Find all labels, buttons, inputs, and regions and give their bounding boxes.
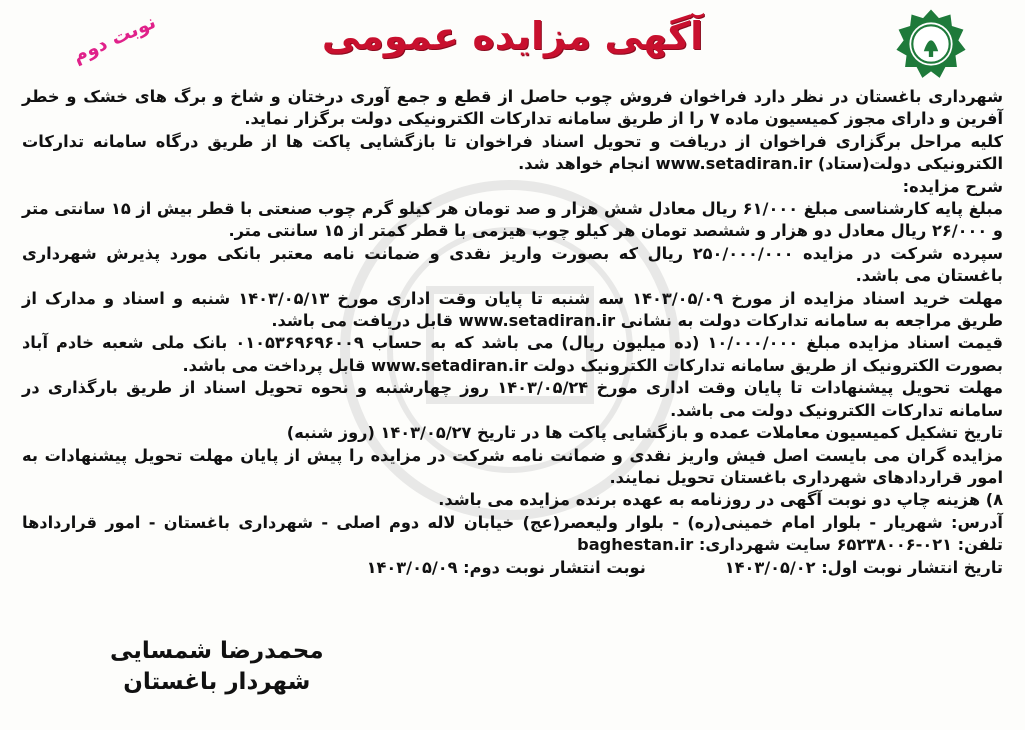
cost-note-paragraph: ۸) هزینه چاپ دو نوبت آگهی در روزنامه به عهده برنده مزایده می باشد.	[438, 490, 1003, 510]
notice-title: آگهی مزایده عمومی	[321, 14, 704, 58]
signatory-name: محمدرضا شمسایی	[110, 638, 324, 664]
stages-website-link[interactable]: www.setadiran.ir	[655, 154, 813, 174]
signatory-role: شهردار باغستان	[123, 669, 311, 695]
notice-body	[18, 86, 1007, 579]
notice-header	[18, 0, 1007, 86]
publish-first-date: تاریخ انتشار نوبت اول: ۱۴۰۳/۰۵/۰۲	[724, 557, 1003, 577]
base-price-paragraph: مبلغ پایه کارشناسی مبلغ ۶۱/۰۰۰ ریال معادل شش هزار و صد تومان هر کیلو گرم چوب صنعتی با قطر بیش از ۱۵ سانتی متر و ۲۶/۰۰۰ ریال معادل دو هزار و ششصد تومان هر کیلو چوب هیزمی با قطر کمتر از ۱۵ سانتی متر.	[21, 199, 1003, 241]
purchase-deadline-paragraph	[22, 288, 1003, 333]
publish-second-date: نوبت انتشار نوبت دوم: ۱۴۰۳/۰۵/۰۹	[366, 557, 646, 577]
doc-price-text-end: قابل پرداخت می باشد.	[182, 355, 366, 375]
address-paragraph	[22, 512, 1003, 557]
stages-text-end: انجام خواهد شد.	[518, 154, 651, 174]
doc-price-paragraph	[22, 332, 1003, 377]
purchase-website-link[interactable]: www.setadiran.ir	[458, 311, 616, 331]
municipality-emblem-icon	[895, 8, 967, 80]
signature-block	[110, 636, 324, 698]
deposit-paragraph: سپرده شرکت در مزایده ۲۵۰/۰۰۰/۰۰۰ ریال که بصورت واریز نقدی و ضمانت نامه معتبر بانکی مورد پذیرش شهرداری باغستان می باشد.	[22, 243, 1004, 286]
address-text: آدرس: شهریار - بلوار امام خمینی(ره) - بلوار ولیعصر(عج) خیابان لاله دوم اصلی - شهرداری باغستان - امور قراردادها تلفن: ۰۲۱-۶۵۲۳۸۰۰۶ سایت شهرداری:	[22, 512, 1003, 555]
purchase-deadline-text: مهلت خرید اسناد مزایده از مورخ ۱۴۰۳/۰۵/۰۹ سه شنبه تا پایان وقت اداری مورخ ۱۴۰۳/۰۵/۱۳ شنبه و اسناد و مدارک از طریق مراجعه به سامانه تدارکات دولت به نشانی	[22, 288, 1003, 331]
receipt-note-paragraph: مزایده گران می بایست اصل فیش واریز نقدی و ضمانت نامه شرکت در مزایده را پیش از پایان مهلت تحویل پیشنهادات به امور قراردادهای شهرداری باغستان تحویل نمایند.	[22, 445, 1003, 487]
stages-text: کلیه مراحل برگزاری فراخوان از دریافت و تحویل اسناد فراخوان تا بازگشایی پاکت ها از طریق درگاه سامانه تدارکات الکترونیکی دولت(ستاد)	[22, 131, 1003, 174]
round-badge: نوبت دوم	[69, 10, 160, 68]
doc-price-text: قیمت اسناد مزایده مبلغ ۱۰/۰۰۰/۰۰۰ (ده میلیون ریال) می باشد که به حساب ۰۱۰۵۳۶۹۶۹۶۰۰۹ بانک ملی شعبه خادم آباد بصورت الکترونیک از طریق سامانه تدارکات الکترونیک دولت	[22, 333, 1003, 375]
stages-paragraph	[22, 131, 1003, 176]
publish-dates	[22, 557, 1003, 579]
proposal-deadline-paragraph: مهلت تحویل پیشنهادات تا پایان وقت اداری مورخ ۱۴۰۳/۰۵/۲۴ روز چهارشنبه و نحوه تحویل اسناد از طریق بارگذاری در سامانه تدارکات الکترونیک دولت می باشد.	[22, 378, 1003, 420]
municipality-website-link[interactable]: baghestan.ir	[577, 535, 694, 555]
intro-paragraph: شهرداری باغستان در نظر دارد فراخوان فروش چوب حاصل از قطع و جمع آوری درختان و شاخ و برگ های خشک و خطر آفرین و دارای مجوز کمیسیون ماده ۷ را از طریق سامانه تدارکات الکترونیکی دولت برگزار نماید.	[22, 87, 1003, 129]
section-heading: شرح مزایده:	[902, 176, 1003, 196]
doc-price-website-link[interactable]: www.setadiran.ir	[371, 355, 528, 375]
opening-date-paragraph: تاریخ تشکیل کمیسیون معاملات عمده و بازگشایی پاکت ها در تاریخ ۱۴۰۳/۰۵/۲۷ (روز شنبه)	[286, 423, 1003, 443]
purchase-deadline-text-end: قابل دریافت می باشد.	[271, 311, 454, 331]
